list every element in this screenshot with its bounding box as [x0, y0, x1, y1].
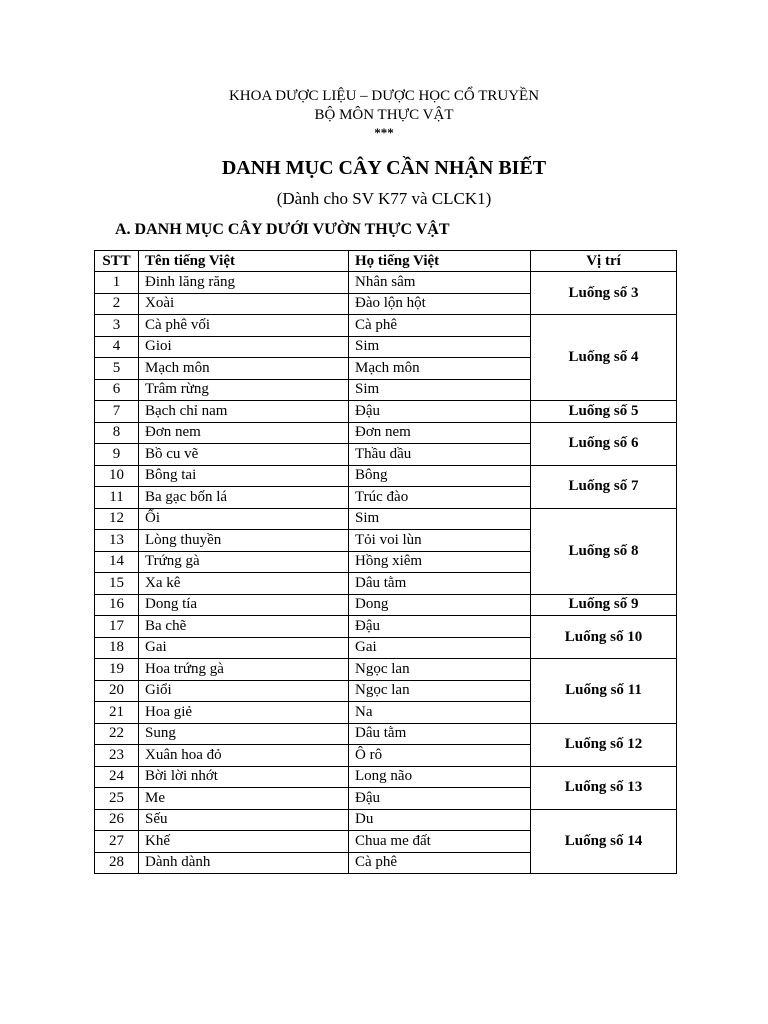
family-name-cell: Long não — [349, 766, 531, 788]
plant-name-cell: Lòng thuyền — [139, 530, 349, 552]
stt-cell: 13 — [95, 530, 139, 552]
stt-cell: 1 — [95, 272, 139, 294]
stt-cell: 20 — [95, 680, 139, 702]
separator-stars: *** — [374, 125, 394, 140]
stt-cell: 22 — [95, 723, 139, 745]
plant-name-cell: Dong tía — [139, 594, 349, 616]
plant-name-cell: Cà phê vối — [139, 315, 349, 337]
location-cell: Luống số 11 — [531, 659, 677, 724]
plant-name-cell: Hoa giẻ — [139, 702, 349, 724]
family-name-cell: Gai — [349, 637, 531, 659]
plant-name-cell: Mạch môn — [139, 358, 349, 380]
table-row — [95, 766, 677, 788]
plant-name-cell: Ba chẽ — [139, 616, 349, 638]
family-name-cell: Sim — [349, 508, 531, 530]
family-name-cell: Cà phê — [349, 852, 531, 874]
plant-name-cell: Xuân hoa đỏ — [139, 745, 349, 767]
family-name-cell: Sim — [349, 336, 531, 358]
family-name-cell: Thầu dầu — [349, 444, 531, 466]
plant-name-cell: Bông tai — [139, 465, 349, 487]
plant-table — [94, 250, 677, 874]
plant-name-cell: Sếu — [139, 809, 349, 831]
header-stt: STT — [95, 251, 139, 272]
division-name: BỘ MÔN THỰC VẬT — [314, 107, 454, 123]
plant-name-cell: Dành dành — [139, 852, 349, 874]
stt-cell: 17 — [95, 616, 139, 638]
family-name-cell: Ngọc lan — [349, 659, 531, 681]
stt-cell: 3 — [95, 315, 139, 337]
stt-cell: 5 — [95, 358, 139, 380]
table-row — [95, 401, 677, 423]
table-row — [95, 594, 677, 616]
family-name-cell: Na — [349, 702, 531, 724]
location-cell: Luống số 13 — [531, 766, 677, 809]
plant-name-cell: Trứng gà — [139, 551, 349, 573]
stt-cell: 14 — [95, 551, 139, 573]
family-name-cell: Dâu tằm — [349, 573, 531, 595]
plant-name-cell: Ba gạc bốn lá — [139, 487, 349, 509]
family-name-cell: Dong — [349, 594, 531, 616]
table-row — [95, 422, 677, 444]
location-cell: Luống số 3 — [531, 272, 677, 315]
plant-name-cell: Bạch chỉ nam — [139, 401, 349, 423]
plant-name-cell: Hoa trứng gà — [139, 659, 349, 681]
plant-name-cell: Đơn nem — [139, 422, 349, 444]
plant-name-cell: Đinh lăng răng — [139, 272, 349, 294]
stt-cell: 28 — [95, 852, 139, 874]
stt-cell: 27 — [95, 831, 139, 853]
family-name-cell: Nhân sâm — [349, 272, 531, 294]
family-name-cell: Hồng xiêm — [349, 551, 531, 573]
location-cell: Luống số 8 — [531, 508, 677, 594]
table-row — [95, 723, 677, 745]
plant-name-cell: Trâm rừng — [139, 379, 349, 401]
header-vi-tri: Vị trí — [531, 251, 677, 272]
stt-cell: 7 — [95, 401, 139, 423]
stt-cell: 24 — [95, 766, 139, 788]
family-name-cell: Đậu — [349, 401, 531, 423]
plant-name-cell: Bời lời nhớt — [139, 766, 349, 788]
table-row — [95, 616, 677, 638]
stt-cell: 19 — [95, 659, 139, 681]
stt-cell: 12 — [95, 508, 139, 530]
stt-cell: 25 — [95, 788, 139, 810]
location-cell: Luống số 12 — [531, 723, 677, 766]
location-cell: Luống số 6 — [531, 422, 677, 465]
stt-cell: 21 — [95, 702, 139, 724]
plant-name-cell: Xoài — [139, 293, 349, 315]
table-row — [95, 508, 677, 530]
location-cell: Luống số 10 — [531, 616, 677, 659]
location-cell: Luống số 4 — [531, 315, 677, 401]
stt-cell: 23 — [95, 745, 139, 767]
table-row — [95, 659, 677, 681]
stt-cell: 15 — [95, 573, 139, 595]
family-name-cell: Ngọc lan — [349, 680, 531, 702]
family-name-cell: Đào lộn hột — [349, 293, 531, 315]
table-row — [95, 315, 677, 337]
plant-name-cell: Sung — [139, 723, 349, 745]
plant-name-cell: Khế — [139, 831, 349, 853]
family-name-cell: Cà phê — [349, 315, 531, 337]
family-name-cell: Trúc đào — [349, 487, 531, 509]
family-name-cell: Chua me đất — [349, 831, 531, 853]
family-name-cell: Bông — [349, 465, 531, 487]
family-name-cell: Ô rô — [349, 745, 531, 767]
table-header-row — [95, 251, 677, 272]
plant-name-cell: Xa kê — [139, 573, 349, 595]
header-ten-tieng-viet: Tên tiếng Việt — [139, 251, 349, 272]
header-ho-tieng-viet: Họ tiếng Việt — [349, 251, 531, 272]
family-name-cell: Sim — [349, 379, 531, 401]
plant-name-cell: Ổi — [139, 508, 349, 530]
stt-cell: 2 — [95, 293, 139, 315]
family-name-cell: Mạch môn — [349, 358, 531, 380]
department-name: KHOA DƯỢC LIỆU – DƯỢC HỌC CỔ TRUYỀN — [228, 88, 540, 104]
table-row — [95, 465, 677, 487]
table-body — [95, 272, 677, 874]
stt-cell: 11 — [95, 487, 139, 509]
location-cell: Luống số 5 — [531, 401, 677, 423]
family-name-cell: Tỏi voi lùn — [349, 530, 531, 552]
family-name-cell: Đậu — [349, 616, 531, 638]
table-row — [95, 809, 677, 831]
plant-name-cell: Gai — [139, 637, 349, 659]
stt-cell: 18 — [95, 637, 139, 659]
location-cell: Luống số 7 — [531, 465, 677, 508]
plant-name-cell: Gioi — [139, 336, 349, 358]
stt-cell: 9 — [95, 444, 139, 466]
family-name-cell: Dâu tằm — [349, 723, 531, 745]
stt-cell: 8 — [95, 422, 139, 444]
table-row — [95, 272, 677, 294]
stt-cell: 16 — [95, 594, 139, 616]
stt-cell: 10 — [95, 465, 139, 487]
family-name-cell: Đơn nem — [349, 422, 531, 444]
page-subtitle: (Dành cho SV K77 và CLCK1) — [276, 189, 492, 208]
stt-cell: 26 — [95, 809, 139, 831]
family-name-cell: Du — [349, 809, 531, 831]
stt-cell: 6 — [95, 379, 139, 401]
stt-cell: 4 — [95, 336, 139, 358]
family-name-cell: Đậu — [349, 788, 531, 810]
section-a-heading: A. DANH MỤC CÂY DƯỚI VƯỜN THỰC VẬT — [115, 221, 450, 238]
plant-name-cell: Giổi — [139, 680, 349, 702]
location-cell: Luống số 9 — [531, 594, 677, 616]
plant-name-cell: Bồ cu vẽ — [139, 444, 349, 466]
plant-name-cell: Me — [139, 788, 349, 810]
page-title: DANH MỤC CÂY CẦN NHẬN BIẾT — [221, 157, 547, 179]
location-cell: Luống số 14 — [531, 809, 677, 874]
